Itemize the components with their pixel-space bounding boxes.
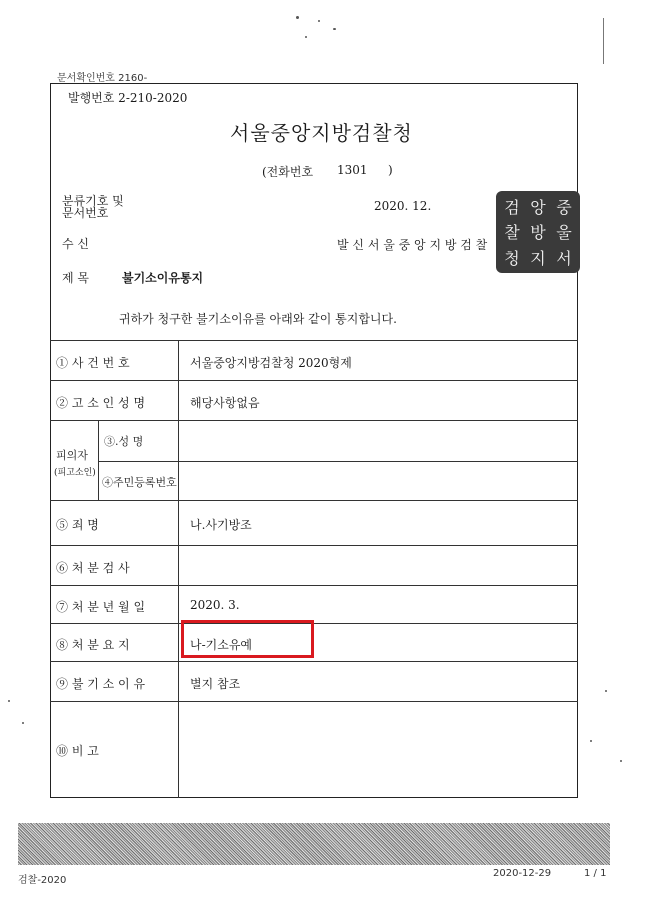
highlight-box	[181, 620, 314, 658]
phone-open: (전화번호	[262, 165, 314, 179]
official-seal: 검 앙 중 찰 방 울 청 지 서	[496, 191, 580, 273]
table-row-crime	[50, 500, 578, 545]
issue-number: 발행번호 2-210-2020	[68, 91, 188, 105]
reason-label: ⑨ 불 기 소 이 유	[56, 677, 146, 691]
table-row-suspect	[50, 420, 578, 500]
scan-speck	[605, 690, 607, 692]
classification-label	[62, 195, 124, 219]
suspect-id-label: ④주민등록번호	[102, 476, 177, 489]
remarks-label: ⑩ 비 고	[56, 744, 99, 758]
subject: 불기소이유통지	[122, 271, 204, 285]
disposition-date-label: ⑦ 처 분 년 월 일	[56, 600, 146, 614]
suspect-subrow-divider	[98, 461, 178, 462]
notice-text: 귀하가 청구한 불기소이유를 아래와 같이 통지합니다.	[119, 312, 397, 326]
disposition-date-value: 2020. 3.	[190, 598, 240, 612]
subject-label: 제 목	[62, 271, 89, 285]
suspect-value-divider	[178, 461, 578, 462]
agency-title: 서울중앙지방검찰청	[230, 121, 413, 145]
phone-close: )	[388, 163, 393, 177]
table-row-disposition-date	[50, 585, 578, 623]
footer-date: 2020-12-29	[493, 868, 552, 879]
reason-value: 별지 참조	[190, 677, 241, 691]
table-row-complainant	[50, 380, 578, 420]
scan-speck	[8, 700, 10, 702]
issue-date: 2020. 12.	[374, 199, 432, 213]
scan-speck	[305, 36, 307, 38]
doc-check-number: 문서확인번호 2160-	[57, 73, 148, 84]
suspect-group-sub: (피고소인)	[54, 468, 96, 478]
prosecutor-label: ⑥ 처 분 검 사	[56, 561, 130, 575]
sender: 발 신 서 울 중 앙 지 방 검 찰	[337, 238, 488, 252]
footer-left: 검찰-2020	[18, 875, 67, 886]
scan-speck	[620, 760, 622, 762]
disposition-summary-value: 나-기소유예	[190, 638, 253, 652]
table-row-disposition-summary	[50, 623, 578, 661]
complainant-label: ② 고 소 인 성 명	[56, 396, 146, 410]
case-no-label: ① 사 건 번 호	[56, 356, 130, 370]
disposition-summary-label: ⑧ 처 분 요 지	[56, 638, 130, 652]
complainant-value: 해당사항없음	[190, 396, 260, 410]
table-row-remarks	[50, 701, 578, 798]
classification-label-top: 분류기호 및	[62, 194, 124, 208]
crime-label: ⑤ 죄 명	[56, 518, 99, 532]
scan-speck	[296, 16, 299, 19]
footer-page: 1 / 1	[584, 868, 607, 879]
scan-noise-band	[18, 823, 610, 865]
table-row-reason	[50, 661, 578, 701]
scan-speck	[318, 20, 320, 22]
scan-speck	[590, 740, 592, 742]
table-row-prosecutor	[50, 545, 578, 585]
scan-line	[603, 18, 604, 64]
classification-label-bottom: 문서번호	[62, 206, 109, 220]
case-no-value: 서울중앙지방검찰청 2020형제	[190, 356, 352, 370]
scan-speck	[22, 722, 24, 724]
recipient-label: 수 신	[62, 237, 89, 251]
suspect-name-label: ③.성 명	[104, 435, 144, 448]
phone-number: 1301	[337, 163, 368, 177]
suspect-group-label: 피의자	[56, 449, 88, 462]
table-row-case-no	[50, 340, 578, 380]
disposition-table	[50, 340, 578, 798]
scan-speck	[333, 28, 336, 30]
crime-value: 나.사기방조	[190, 518, 252, 532]
